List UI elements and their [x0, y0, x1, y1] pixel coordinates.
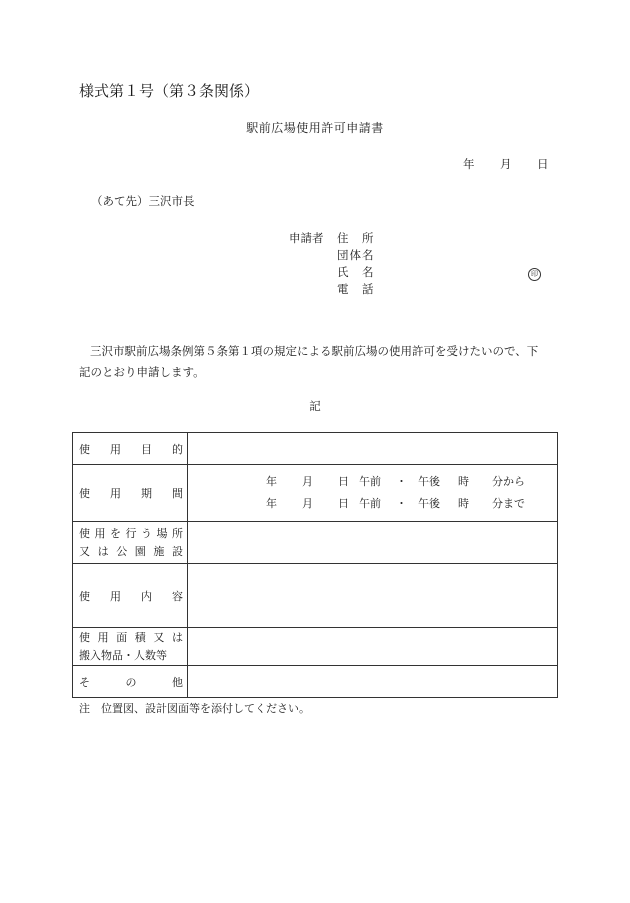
- application-table: [72, 432, 558, 698]
- body-text: [79, 341, 549, 383]
- address-label: 住 所: [337, 231, 375, 245]
- table-row: [73, 564, 558, 628]
- other-field[interactable]: [188, 666, 558, 698]
- phone-label: 電 話: [337, 282, 375, 296]
- purpose-field[interactable]: [188, 433, 558, 465]
- date-month-label: 月: [500, 157, 512, 171]
- application-date: [463, 156, 549, 172]
- body-paragraph: 三沢市駅前広場条例第５条第１項の規定による駅前広場の使用許可を受けたいので、下記のとおり申請します。: [79, 344, 539, 379]
- ki-heading: 記: [309, 399, 321, 413]
- date-year-label: 年: [463, 157, 475, 171]
- period-from: 年 月 日 午前 ・ 午後 時 分から: [266, 475, 525, 488]
- table-row: [73, 433, 558, 465]
- purpose-label: 使 用 目 的: [73, 433, 188, 465]
- area-label: 使 用 面 積 又 は 搬入物品・人数等: [73, 628, 188, 666]
- table-row: [73, 628, 558, 666]
- group-label: 団体名: [337, 248, 375, 262]
- area-field[interactable]: [188, 628, 558, 666]
- applicant-label: 申請者: [289, 231, 324, 245]
- applicant-block: [289, 230, 497, 298]
- period-field[interactable]: [188, 465, 558, 522]
- period-label: 使 用 期 間: [73, 465, 188, 522]
- seal-mark: 印: [528, 268, 541, 281]
- name-label: 氏 名: [337, 265, 375, 279]
- place-label: 使 用 を 行 う 場 所 又 は 公 園 施 設: [73, 522, 188, 564]
- table-row: [73, 666, 558, 698]
- content-field[interactable]: [188, 564, 558, 628]
- addressee: （あて先）三沢市長: [91, 194, 195, 208]
- period-to: 年 月 日 午前 ・ 午後 時 分まで: [266, 497, 525, 510]
- attachment-note: 注 位置図、設計図面等を添付してください。: [79, 702, 310, 715]
- place-field[interactable]: [188, 522, 558, 564]
- document-title: 駅前広場使用許可申請書: [246, 121, 384, 135]
- table-row: [73, 465, 558, 522]
- content-label: 使 用 内 容: [73, 564, 188, 628]
- date-day-label: 日: [537, 157, 549, 171]
- table-row: [73, 522, 558, 564]
- other-label: そ の 他: [73, 666, 188, 698]
- form-number: 様式第１号（第３条関係）: [79, 82, 260, 100]
